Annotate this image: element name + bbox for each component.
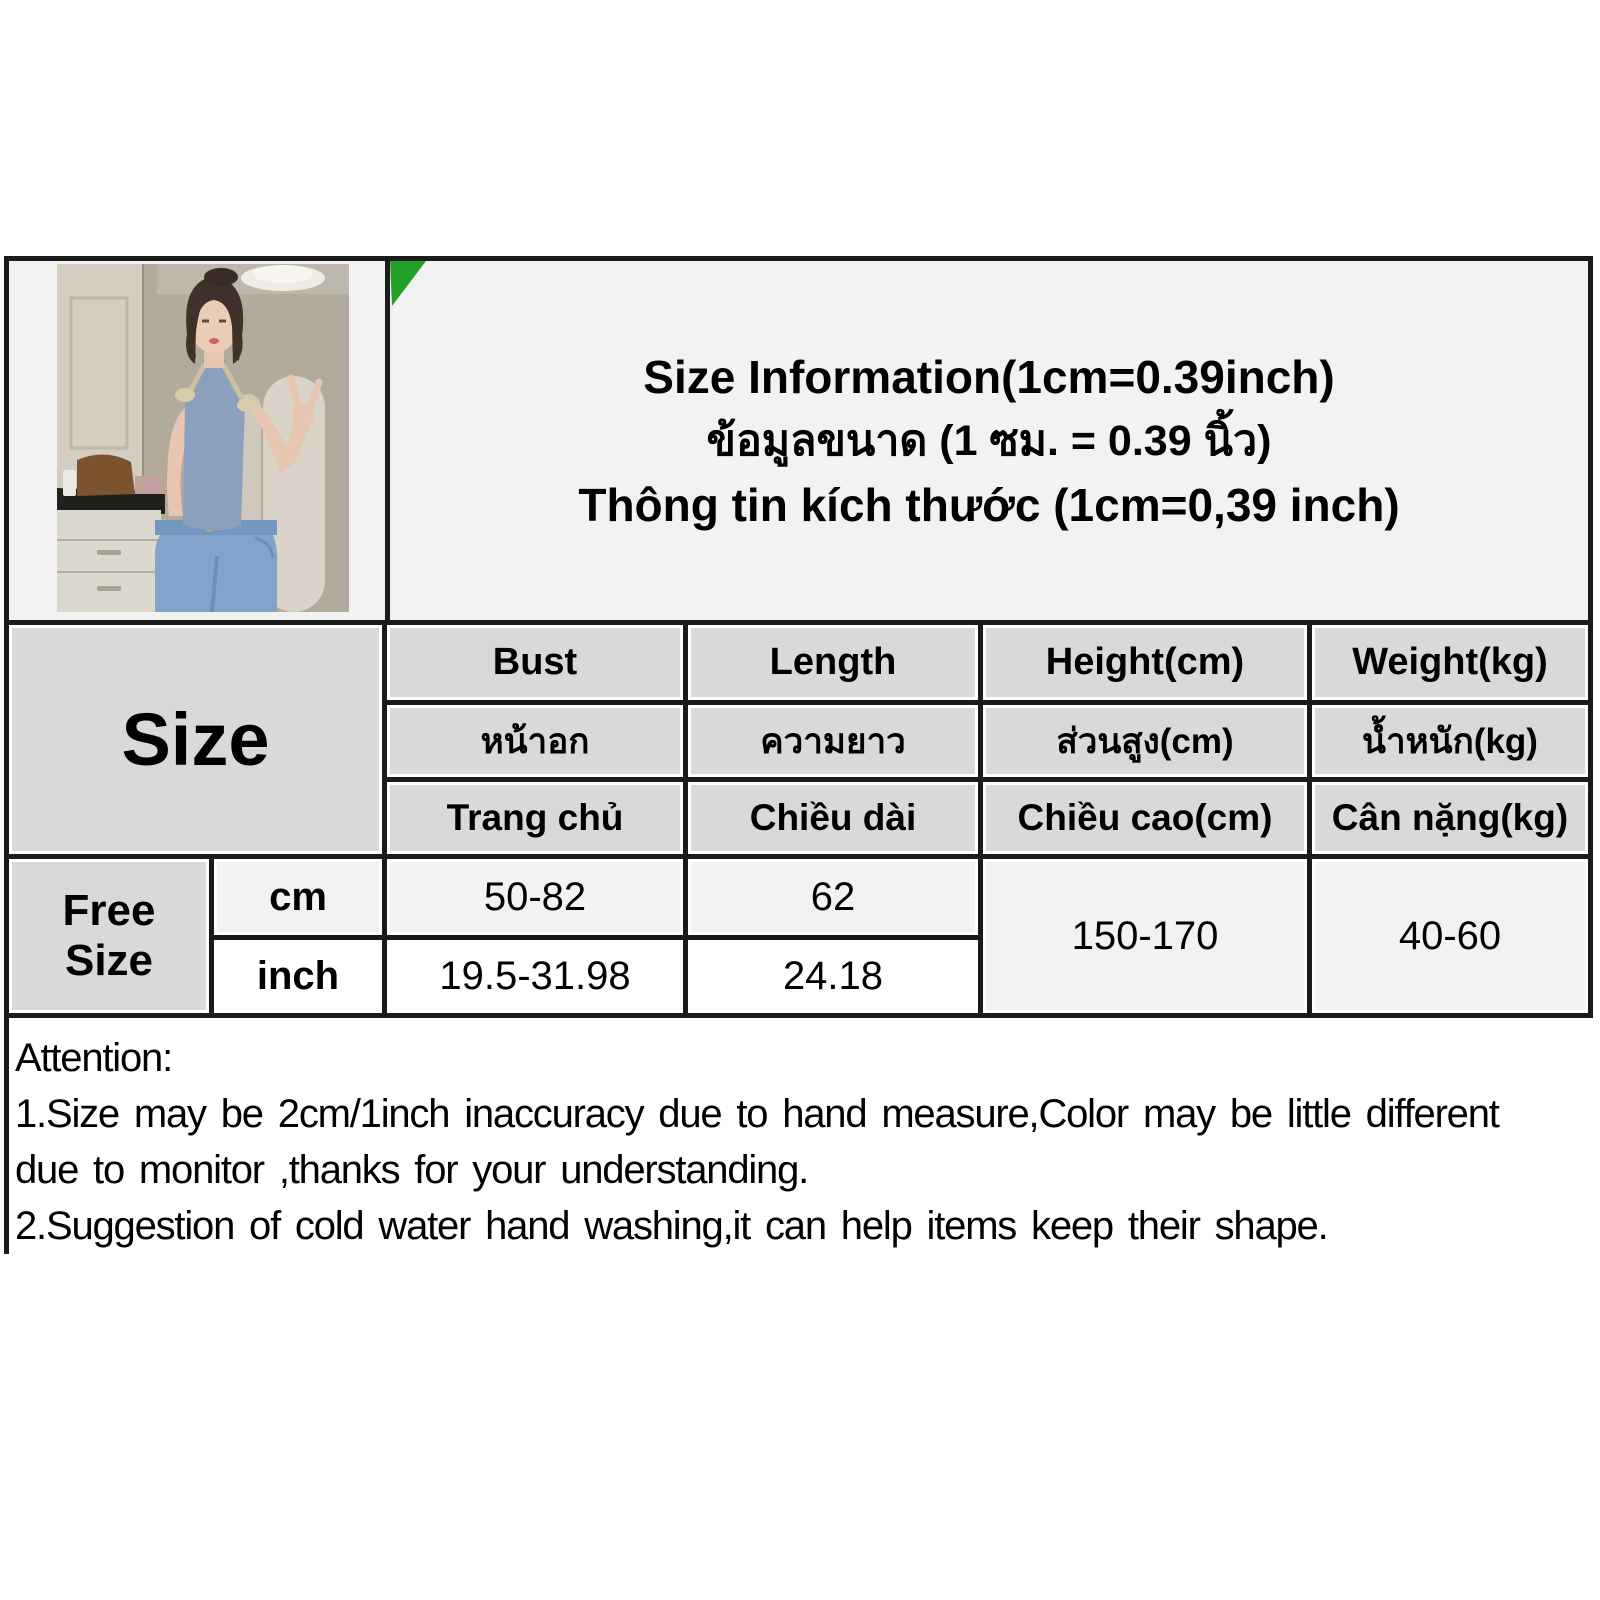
header-bust-en: Bust: [387, 625, 683, 700]
weight-range-value: 40-60: [1312, 859, 1588, 1013]
header-height-th: ส่วนสูง(cm): [983, 705, 1307, 777]
attention-heading: Attention:: [15, 1036, 173, 1080]
header-height-en: Height(cm): [983, 625, 1307, 700]
header-length-th: ความยาว: [688, 705, 978, 777]
attention-note-2: 2.Suggestion of cold water hand washing,it can help items keep their shape.: [15, 1204, 1328, 1248]
title-vietnamese: Thông tin kích thước (1cm=0,39 inch): [578, 478, 1400, 531]
attention-note-1-continued: due to monitor ,thanks for your understanding.: [15, 1148, 809, 1192]
header-height-vi: Chiều cao(cm): [983, 782, 1307, 854]
height-range-value: 150-170: [983, 859, 1307, 1013]
header-length-en: Length: [688, 625, 978, 700]
bust-inch-value: 19.5-31.98: [387, 940, 683, 1013]
title-thai: ข้อมูลขนาด (1 ซม. = 0.39 นิ้ว): [706, 416, 1272, 465]
length-inch-value: 24.18: [688, 940, 978, 1013]
table-corner-size-label: Size: [9, 625, 382, 854]
header-weight-th: น้ำหนัก(kg): [1312, 705, 1588, 777]
size-table: [4, 620, 1593, 1018]
header-weight-vi: Cân nặng(kg): [1312, 782, 1588, 854]
attention-section: [4, 1018, 1593, 1254]
header-weight-en: Weight(kg): [1312, 625, 1588, 700]
bust-cm-value: 50-82: [387, 859, 683, 935]
length-cm-value: 62: [688, 859, 978, 935]
header-length-vi: Chiều dài: [688, 782, 978, 854]
product-photo: [57, 264, 349, 612]
top-section: [4, 256, 1593, 620]
unit-inch-label: inch: [214, 940, 382, 1013]
attention-note-1: 1.Size may be 2cm/1inch inaccuracy due to hand measure,Color may be little different: [15, 1092, 1499, 1136]
model-photo-illustration: [57, 264, 349, 612]
title-panel: [390, 261, 1588, 620]
photo-panel: [9, 261, 390, 620]
title-english: Size Information(1cm=0.39inch): [643, 350, 1335, 403]
free-size-label: Free Size: [9, 859, 209, 1013]
unit-cm-label: cm: [214, 859, 382, 935]
header-bust-th: หน้าอก: [387, 705, 683, 777]
header-bust-vi: Trang chủ: [387, 782, 683, 854]
green-corner-marker-icon: [390, 261, 428, 307]
